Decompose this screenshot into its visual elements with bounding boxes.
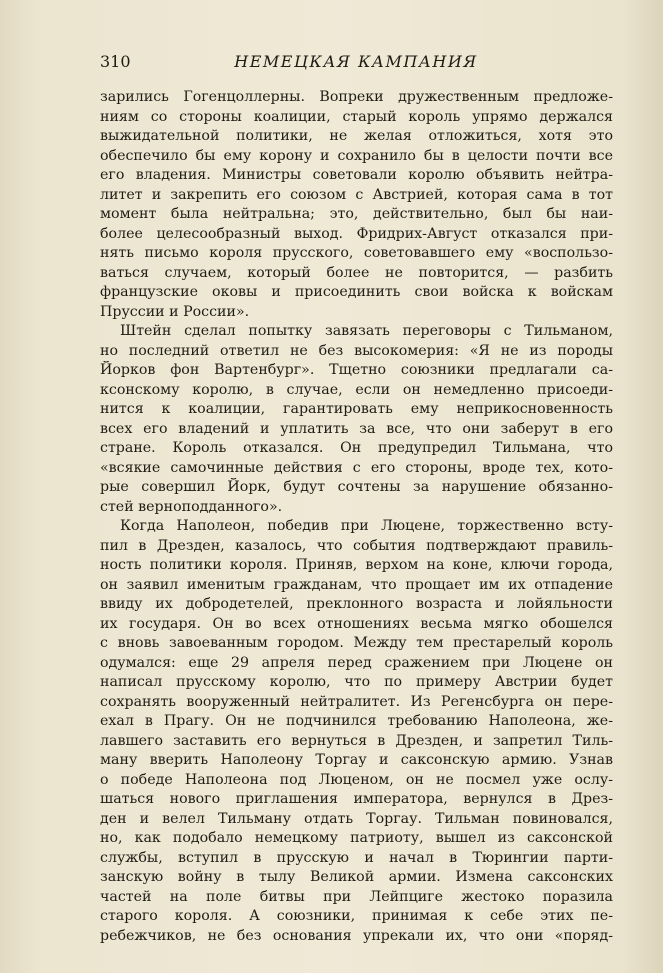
text-line: частей на поле битвы при Лейпциге жестоко поразила — [100, 888, 613, 905]
text-line: стране. Король отказался. Он предупредил Тильмана, что — [100, 440, 613, 456]
text-line: шаться нового приглашения императора, вернулся в Дрез- — [100, 791, 613, 807]
text-line: с вновь завоеванным городом. Между тем престарелый король — [100, 635, 613, 651]
text-line: всех его владений и уплатить за все, что они заберут в его — [100, 420, 613, 437]
text-line: ниям со стороны коалиции, старый король упрямо держался — [100, 108, 613, 125]
text-line: написал прусскому королю, что по примеру Австрии будет — [100, 674, 613, 690]
text-line: Пруссии и России». — [100, 303, 250, 320]
text-line: обеспечило бы ему корону и сохранило бы в целости почти все — [100, 147, 613, 164]
text-line: более целесообразный выход. Фридрих-Август отказался при- — [100, 225, 613, 242]
text-line: нится к коалиции, гарантировать ему неприкосновенность — [100, 401, 613, 417]
text-line: «всякие самочинные действия с его стороны, вроде тех, кото- — [100, 459, 613, 476]
text-line: нять письмо короля прусского, советовавшего ему «воспользо- — [100, 245, 613, 261]
text-line: Штейн сделал попытку завязать переговоры с Тильманом, — [120, 323, 613, 339]
text-line: их государя. Он во всех отношениях весьма мягко обошелся — [100, 615, 613, 632]
text-line: ехал в Прагу. Он не подчинился требованию Наполеона, же- — [100, 713, 613, 729]
text-line: одумался: еще 29 апреля перед сражением при Люцене он — [100, 654, 613, 671]
text-line: зарились Гогенцоллерны. Вопреки дружественным предложе- — [100, 89, 613, 105]
text-line: занскую войну в тылу Великой армии. Измена саксонских — [100, 869, 613, 885]
running-title: НЕМЕЦКАЯ КАМПАНИЯ — [234, 52, 478, 71]
text-line: выжидательной политики, не желая отложиться, хотя это — [100, 128, 613, 144]
text-line: момент была нейтральна; это, действительно, был бы наи- — [100, 206, 613, 222]
text-line: стей верноподданного». — [100, 498, 283, 515]
text-line: Когда Наполеон, победив при Люцене, торжественно всту- — [120, 518, 613, 534]
text-line: ксонскому королю, в случае, если он немедленно присоеди- — [100, 381, 613, 398]
text-line: ваться случаем, который более не повторится, — разбить — [100, 264, 613, 281]
page-header — [100, 52, 612, 80]
text-line: старого короля. А союзники, принимая к себе этих пе- — [100, 908, 613, 924]
text-line: рые совершил Йорк, будут сочтены за нарушение обязанно- — [100, 479, 613, 495]
text-line: пил в Дрезден, казалось, что события подтверждают правиль- — [100, 537, 613, 554]
text-line: сохранять вооруженный нейтралитет. Из Регенсбурга он пере- — [100, 693, 613, 710]
text-line: он заявил именитым гражданам, что прощает им их отпадение — [100, 576, 613, 593]
page-number: 310 — [100, 52, 131, 71]
text-line: Йорков фон Вартенбург». Тщетно союзники предлагали са- — [100, 362, 613, 378]
text-line: лавшего заставить его вернуться в Дрезден, и запретил Тиль- — [100, 732, 613, 749]
text-line: его владения. Министры советовали королю объявить нейтра- — [100, 167, 613, 183]
text-line: ден и велел Тильману отдать Торгау. Тильман повиновался, — [100, 810, 613, 827]
text-line: ману вверить Наполеону Торгау и саксонскую армию. Узнав — [100, 752, 613, 768]
text-line: службы, вступил в прусскую и начал в Тюрингии парти- — [100, 849, 613, 866]
text-line: но последний ответил не без высокомерия: «Я не из породы — [100, 342, 613, 359]
text-line: ность политики короля. Приняв, верхом на коне, ключи города, — [100, 557, 613, 573]
text-line: ввиду их добродетелей, преклонного возраста и лойяльности — [100, 596, 613, 612]
text-line: французские оковы и присоединить свои войска к войскам — [100, 284, 613, 300]
text-line: ребежчиков, не без основания упрекали их, что они «поряд- — [100, 927, 613, 944]
text-line: но, как подобало немецкому патриоту, вышел из саксонской — [100, 830, 613, 846]
text-line: литет и закрепить его союзом с Австрией, которая сама в тот — [100, 186, 613, 203]
body-text — [100, 88, 613, 946]
text-line: о победе Наполеона под Люценом, он не посмел уже ослу- — [100, 771, 613, 788]
